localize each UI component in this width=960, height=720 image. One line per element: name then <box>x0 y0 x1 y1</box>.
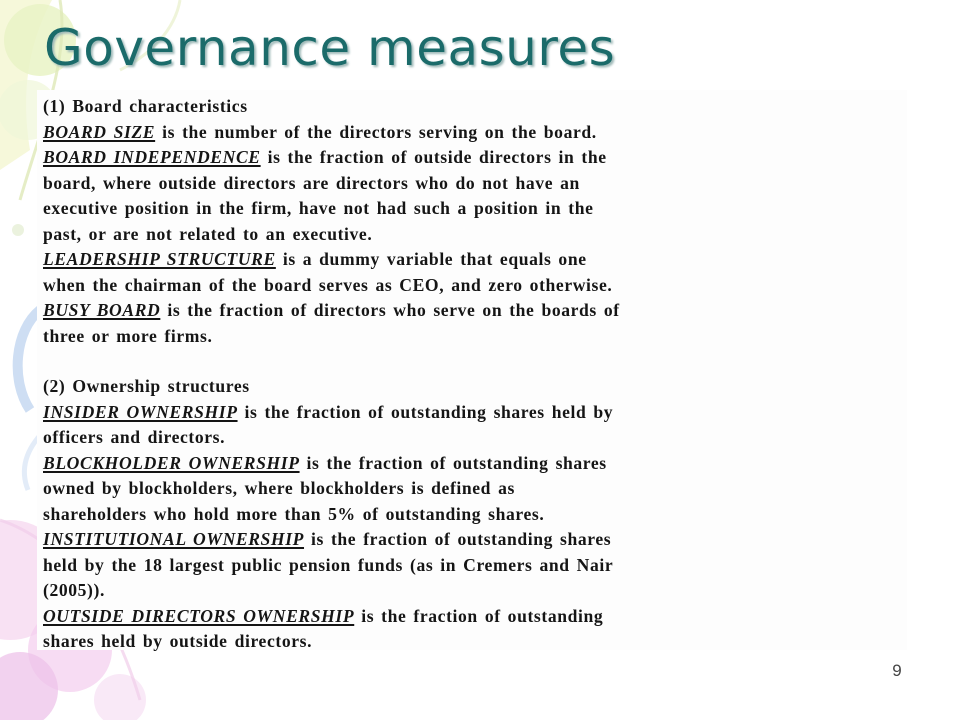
definition-text: is the fraction of directors who serve on the boards of <box>160 300 620 320</box>
definition-term: INSIDER OWNERSHIP <box>43 401 238 422</box>
definition-text: is the fraction of outstanding shares held by <box>237 401 614 422</box>
definition-institutional-ownership <box>43 527 901 553</box>
definition-continuation-line: executive position in the firm, have not had such a position in the <box>43 198 594 218</box>
definition-text: is the fraction of outstanding shares <box>304 529 612 549</box>
definition-text: is the fraction of outstanding shares <box>299 452 607 473</box>
definition-term: BOARD SIZE <box>43 121 156 142</box>
definition-continuation-line: owned by blockholders, where blockholders is defined as <box>43 478 515 498</box>
section-board-characteristics <box>43 94 901 349</box>
definition-continuation-line: past, or are not related to an executive. <box>43 223 373 244</box>
definition-busy-board <box>43 298 901 324</box>
section-heading: (2) Ownership structures <box>43 376 250 396</box>
definition-text: is the fraction of outside directors in the <box>260 147 607 167</box>
governance-definitions-image <box>37 90 907 650</box>
definition-leadership-structure <box>43 247 901 273</box>
page-number: 9 <box>892 661 902 680</box>
definition-term: INSTITUTIONAL OWNERSHIP <box>43 529 305 549</box>
definition-board-independence <box>43 145 901 171</box>
definition-continuation-line: when the chairman of the board serves as CEO, and zero otherwise. <box>43 274 613 295</box>
definition-outside-directors-ownership <box>43 604 901 630</box>
definition-continuation-line: board, where outside directors are directors who do not have an <box>43 172 580 193</box>
definition-continuation-line: three or more firms. <box>43 325 213 346</box>
definition-text: is the number of the directors serving on the board. <box>155 121 597 142</box>
section-spacer <box>43 349 901 374</box>
definition-term: OUTSIDE DIRECTORS OWNERSHIP <box>43 605 355 626</box>
definition-term: BOARD INDEPENDENCE <box>43 147 261 167</box>
definition-continuation-line: held by the 18 largest public pension funds (as in Cremers and Nair <box>43 554 614 575</box>
section-heading: (1) Board characteristics <box>43 96 248 116</box>
definition-term: BLOCKHOLDER OWNERSHIP <box>43 452 300 473</box>
definition-continuation-line: shares held by outside directors. <box>43 631 313 651</box>
slide-title: Governance measures <box>44 19 616 77</box>
definition-insider-ownership <box>43 400 901 426</box>
section-ownership-structures <box>43 374 901 655</box>
definition-term: BUSY BOARD <box>43 300 161 320</box>
definition-term: LEADERSHIP STRUCTURE <box>43 249 276 269</box>
definition-continuation-line: shareholders who hold more than 5% of outstanding shares. <box>43 503 545 524</box>
definition-blockholder-ownership <box>43 451 901 477</box>
definition-continuation-line: (2005)). <box>43 580 105 600</box>
definition-continuation-line: officers and directors. <box>43 427 226 447</box>
definition-text: is a dummy variable that equals one <box>275 249 587 269</box>
definition-text: is the fraction of outstanding <box>354 605 604 626</box>
definition-board-size <box>43 120 901 146</box>
